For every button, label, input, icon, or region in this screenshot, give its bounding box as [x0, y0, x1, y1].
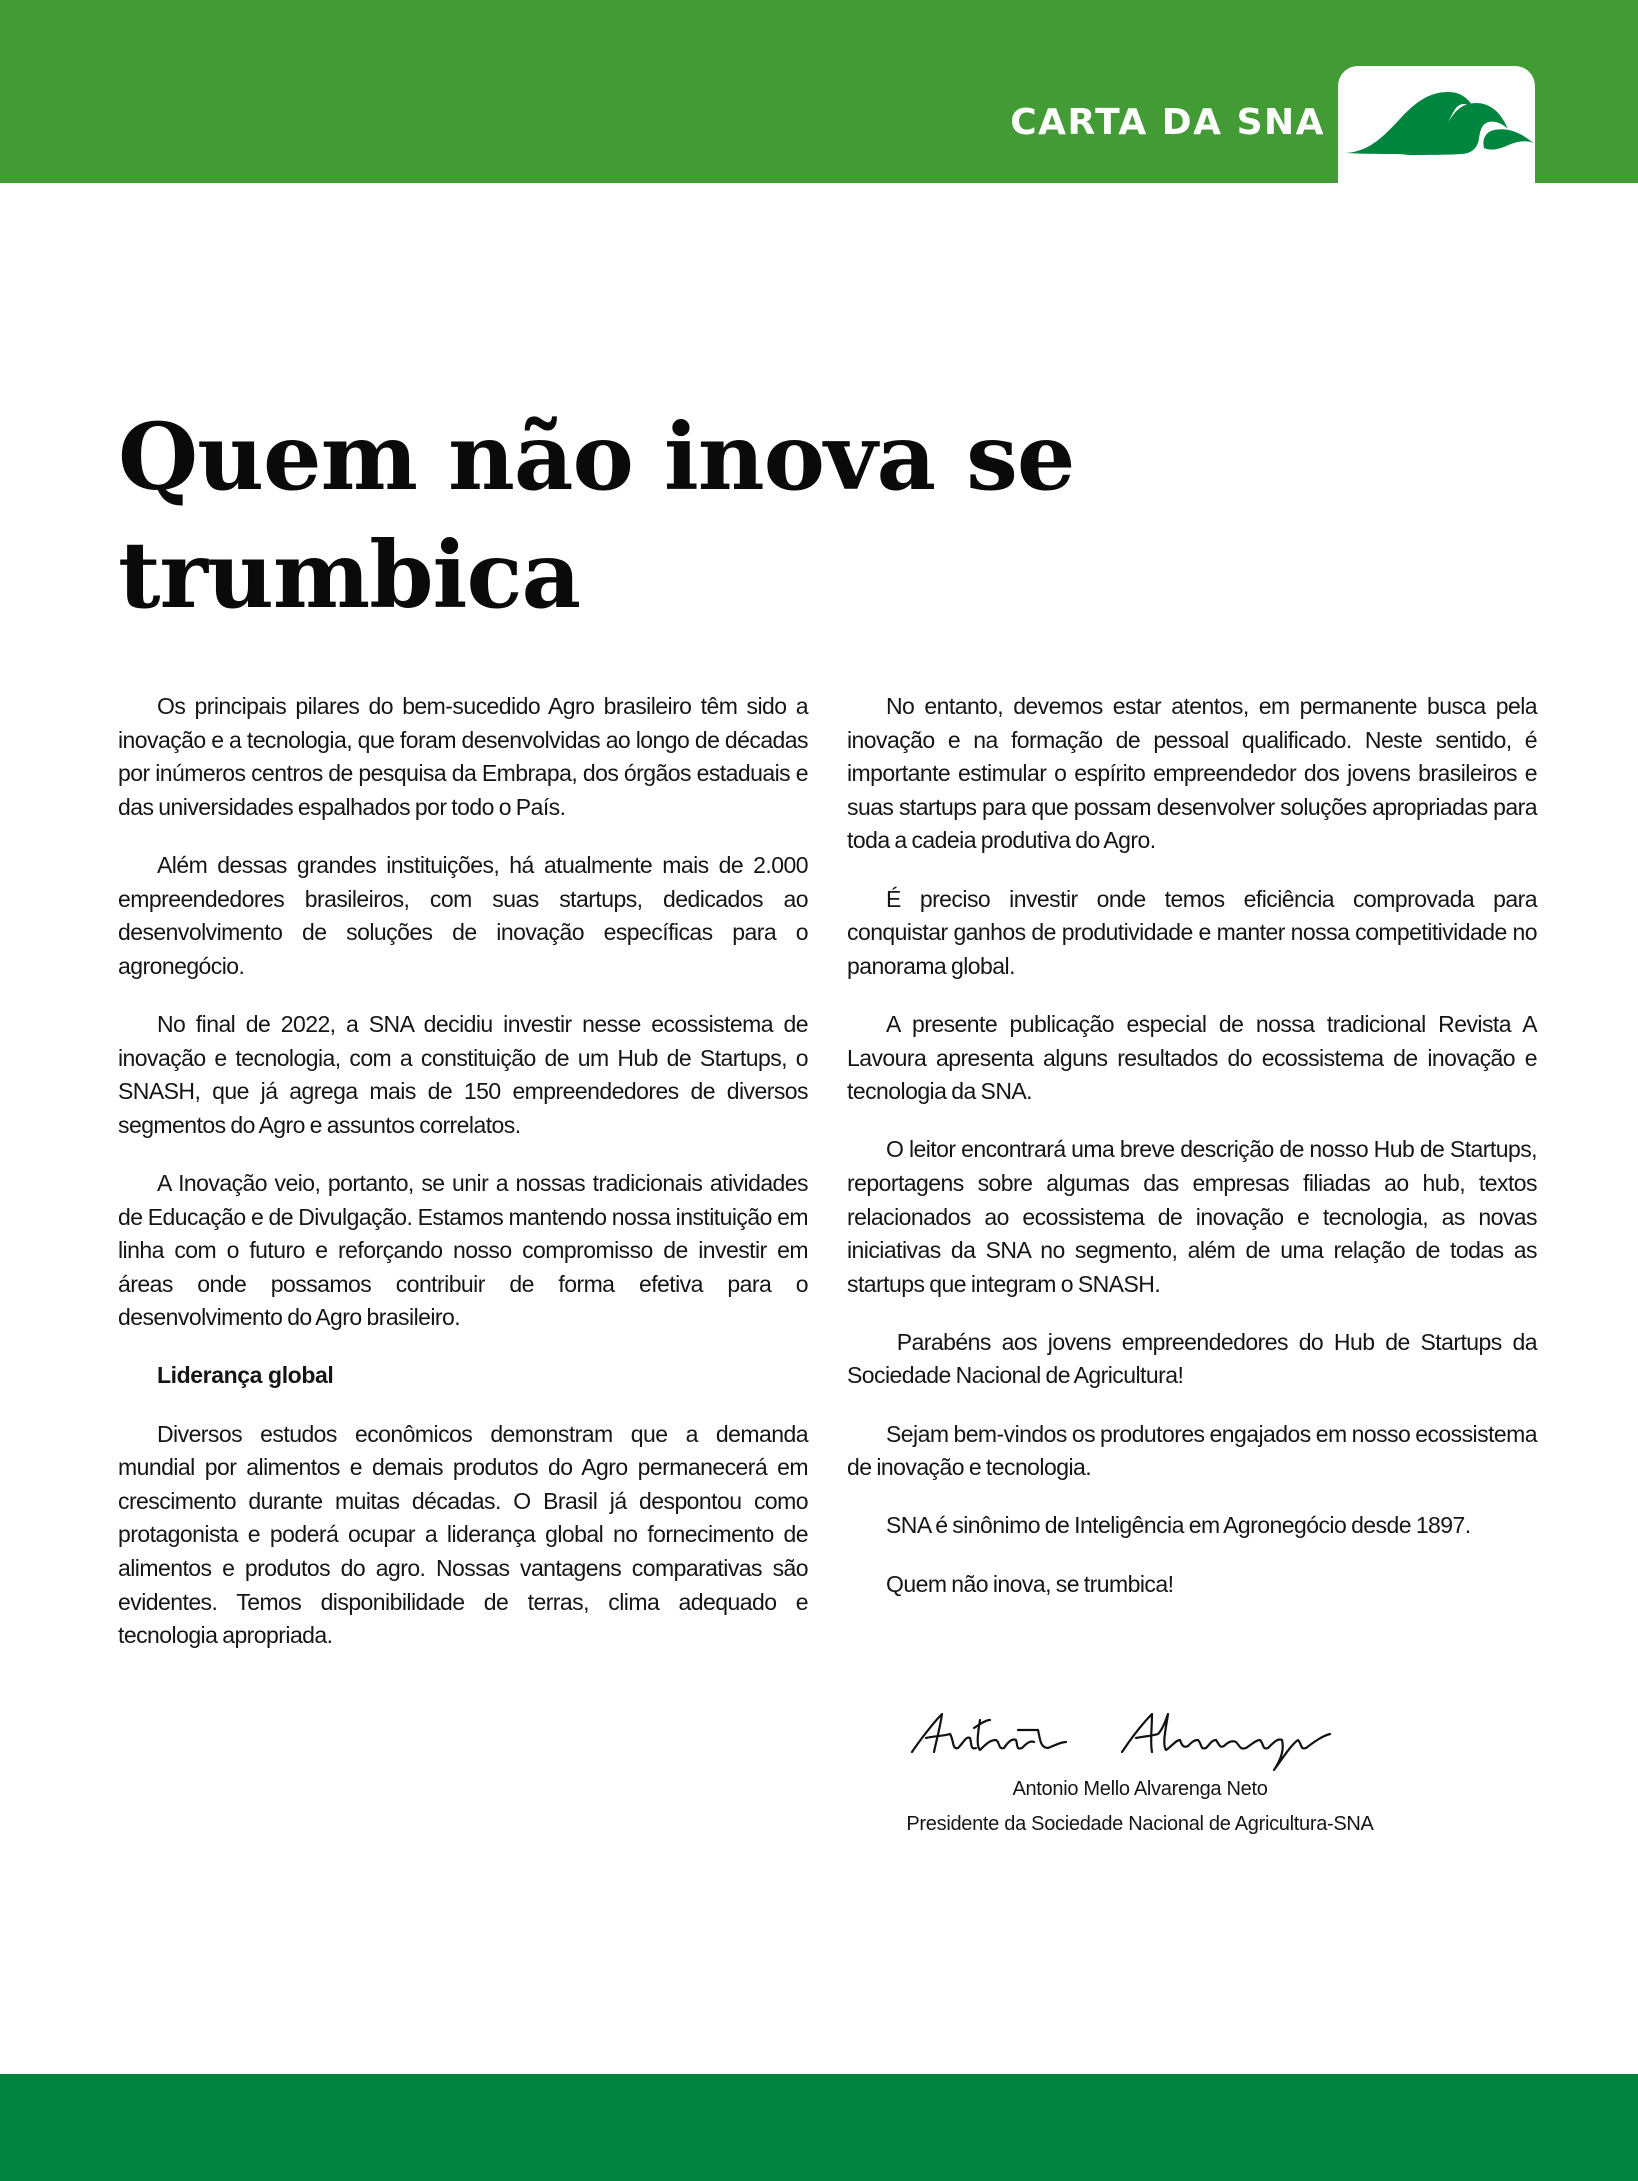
- section-label: CARTA DA SNA: [1010, 102, 1325, 143]
- left-column: [118, 690, 808, 1677]
- signer-title: Presidente da Sociedade Nacional de Agricultura-SNA: [906, 1813, 1374, 1835]
- handwritten-signature-icon: [890, 1700, 1390, 1772]
- signer-name: Antonio Mello Alvarenga Neto: [1012, 1778, 1268, 1800]
- paragraph: A presente publicação especial de nossa tradicional Revista A Lavoura apresenta alguns resultados do ecossistema de inovação e tecnologia da SNA.: [847, 1010, 1537, 1105]
- paragraph: É preciso investir onde temos eficiência comprovada para conquistar ganhos de produtividade e manter nossa competitividade no panorama global.: [847, 885, 1537, 979]
- paragraph: Além dessas grandes instituições, há atualmente mais de 2.000 empreendedores brasileiros, com suas startups, dedicados ao desenvolvimento de soluções de inovação específicas para o agronegócio.: [118, 851, 808, 979]
- paragraph: No entanto, devemos estar atentos, em permanente busca pela inovação e na formação de pessoal qualificado. Neste sentido, é importante estimular o espírito empreendedor dos jovens brasileiros e suas startups para que possam desenvolver soluções apropriadas para toda a cadeia produtiva do Agro.: [847, 693, 1537, 854]
- right-column: [847, 690, 1542, 1626]
- article-title: Quem não inova se trumbica: [118, 403, 1075, 629]
- closing-line: Quem não inova, se trumbica!: [886, 1570, 1174, 1597]
- sna-leaf-waves-icon: [1338, 66, 1535, 183]
- paragraph: Sejam bem-vindos os produtores engajados em nosso ecossistema de inovação e tecnologia.: [847, 1420, 1537, 1481]
- footer-bar: [0, 2074, 1638, 2181]
- paragraph: Diversos estudos econômicos demonstram que a demanda mundial por alimentos e demais produtos do Agro permanecerá em crescimento durante muitas décadas. O Brasil já despontou como protagonista e poderá ocupar a liderança global no fornecimento de alimentos e produtos do agro. Nossas vantagens comparativas são evidentes. Temos disponibilidade de terras, clima adequado e tecnologia apropriada.: [118, 1420, 808, 1649]
- paragraph: Os principais pilares do bem-sucedido Agro brasileiro têm sido a inovação e a tecnologia, que foram desenvolvidas ao longo de décadas por inúmeros centros de pesquisa da Embrapa, dos órgãos estaduais e das universidades espalhados por todo o País.: [118, 693, 808, 820]
- subheading: Liderança global: [157, 1362, 334, 1389]
- header-bar: [0, 0, 1638, 183]
- paragraph: O leitor encontrará uma breve descrição de nosso Hub de Startups, reportagens sobre algumas das empresas filiadas ao hub, textos relacionados ao ecossistema de inovação e tecnologia, as novas iniciativas da SNA no segmento, além de uma relação de todas as startups que integram o SNASH.: [847, 1136, 1537, 1297]
- signature-block: [890, 1700, 1390, 1842]
- paragraph: Parabéns aos jovens empreendedores do Hub de Startups da Sociedade Nacional de Agricultura!: [847, 1328, 1542, 1389]
- paragraph: A Inovação veio, portanto, se unir a nossas tradicionais atividades de Educação e de Divulgação. Estamos mantendo nossa instituição em linha com o futuro e reforçando nosso compromisso de investir em áreas onde possamos contribuir de forma efetiva para o desenvolvimento do Agro brasileiro.: [118, 1169, 808, 1331]
- paragraph: No final de 2022, a SNA decidiu investir nesse ecossistema de inovação e tecnologia, com a constituição de um Hub de Startups, o SNASH, que já agrega mais de 150 empreendedores de diversos segmentos do Agro e assuntos correlatos.: [118, 1010, 808, 1138]
- paragraph: SNA é sinônimo de Inteligência em Agronegócio desde 1897.: [886, 1512, 1471, 1539]
- sna-logo: [1338, 66, 1535, 183]
